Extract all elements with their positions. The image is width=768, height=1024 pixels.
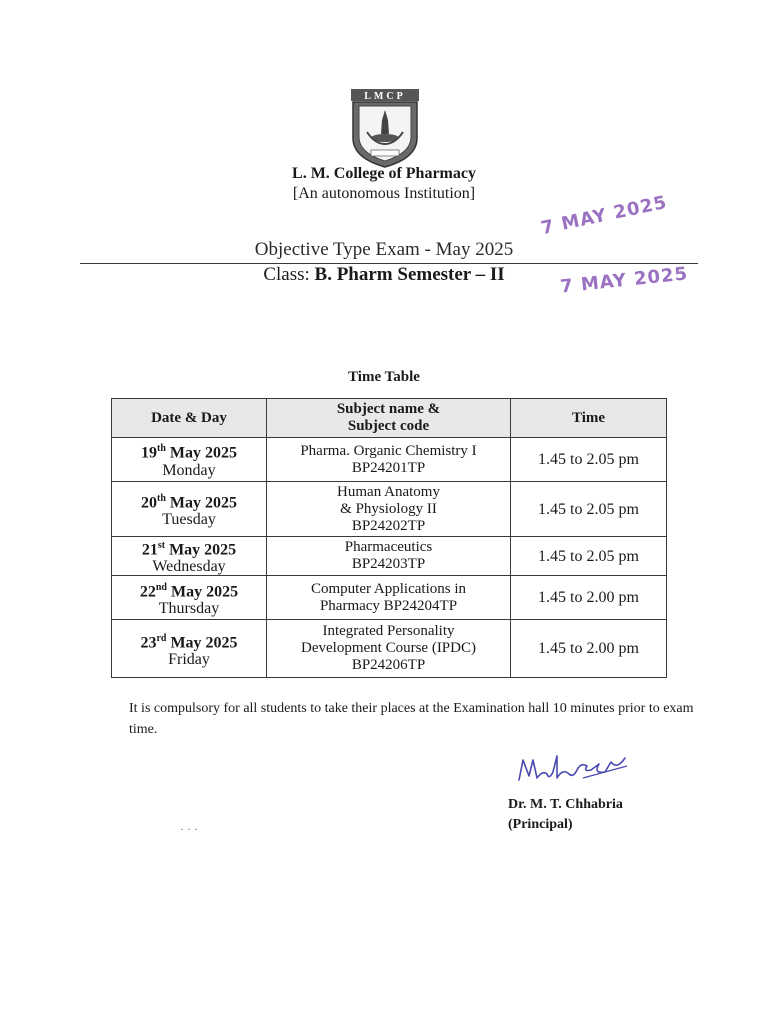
month-year: May 2025: [165, 444, 237, 462]
weekday: Tuesday: [162, 511, 216, 529]
table-header-row: [112, 399, 667, 438]
ordinal-suffix: th: [156, 443, 166, 455]
day-number: 19: [140, 444, 157, 462]
weekday: Thursday: [158, 599, 220, 617]
table-row: [112, 482, 667, 537]
subject-line: BP24202TP: [351, 517, 426, 534]
subject-line: Development Course (IPDC): [301, 640, 476, 657]
date-stamp: 7 MAY 2025: [559, 263, 690, 298]
subject-cell: [267, 482, 511, 537]
weekday: Friday: [168, 650, 210, 668]
ordinal-suffix: st: [157, 540, 166, 551]
signatory-title: (Principal): [508, 817, 573, 832]
header-subject-line: Subject name &: [336, 401, 441, 417]
subject-line: Pharma. Organic Chemistry I: [300, 442, 477, 459]
table-row: [112, 537, 667, 576]
college-logo: [349, 88, 421, 168]
subject-line: BP24201TP: [351, 459, 426, 476]
subject-cell: [267, 438, 511, 482]
day-number: 21: [141, 541, 158, 559]
date-cell: [112, 537, 267, 576]
day-number: 20: [140, 494, 157, 512]
ordinal-suffix: rd: [156, 632, 167, 644]
date-cell: [112, 438, 267, 482]
ordinal-suffix: nd: [155, 581, 167, 593]
date-text: [116, 630, 262, 651]
time-cell: 1.45 to 2.00 pm: [511, 576, 667, 620]
table-row: [112, 576, 667, 620]
instruction-note: It is compulsory for all students to take their places at the Examination hall 10 minutes prior to exam time.: [129, 701, 694, 737]
subject-line: BP24206TP: [351, 657, 426, 674]
date-stamp: 7 MAY 2025: [539, 191, 670, 240]
subject-line: & Physiology II: [340, 500, 437, 517]
college-name: L. M. College of Pharmacy: [292, 165, 476, 182]
subject-line: BP24203TP: [351, 556, 426, 573]
date-text: [116, 440, 262, 461]
subject-line: Pharmacy BP24204TP: [319, 597, 458, 614]
class-line: [0, 264, 768, 286]
ordinal-suffix: th: [156, 492, 166, 504]
scan-dots: · · ·: [180, 822, 198, 836]
date-text: [116, 490, 262, 511]
signatory-name: Dr. M. T. Chhabria: [508, 797, 623, 812]
date-text: [116, 579, 262, 600]
exam-title: Objective Type Exam - May 2025: [254, 239, 514, 260]
timetable: [111, 398, 667, 678]
svg-text:LMCP: LMCP: [364, 91, 406, 102]
subject-line: Human Anatomy: [337, 483, 440, 500]
subject-line: Integrated Personality: [322, 623, 455, 640]
time-cell: 1.45 to 2.00 pm: [511, 620, 667, 678]
signature-image: [513, 748, 633, 788]
institution-note: [An autonomous Institution]: [292, 185, 476, 202]
time-cell: 1.45 to 2.05 pm: [511, 482, 667, 537]
weekday: Wednesday: [152, 558, 226, 576]
day-number: 22: [139, 582, 156, 600]
date-cell: [112, 482, 267, 537]
date-text: [116, 537, 262, 558]
month-year: May 2025: [165, 494, 237, 512]
timetable-title: Time Table: [348, 369, 420, 385]
subject-line: Pharmaceutics: [344, 539, 433, 556]
header-time: Time: [511, 399, 667, 438]
header-subject-line: Subject code: [347, 418, 430, 434]
header-date-day: Date & Day: [112, 399, 267, 438]
day-number: 23: [140, 633, 157, 651]
subject-cell: [267, 620, 511, 678]
month-year: May 2025: [167, 582, 239, 600]
weekday: Monday: [162, 461, 216, 479]
date-cell: [112, 620, 267, 678]
time-cell: 1.45 to 2.05 pm: [511, 537, 667, 576]
time-cell: 1.45 to 2.05 pm: [511, 438, 667, 482]
table-row: [112, 438, 667, 482]
month-year: May 2025: [166, 633, 238, 651]
class-prefix: Class:: [263, 264, 315, 285]
subject-line: Computer Applications in: [311, 580, 466, 597]
subject-cell: [267, 537, 511, 576]
date-cell: [112, 576, 267, 620]
table-row: [112, 620, 667, 678]
month-year: May 2025: [165, 541, 237, 559]
header-subject: [267, 399, 511, 438]
subject-cell: [267, 576, 511, 620]
class-value: B. Pharm Semester – II: [314, 264, 505, 285]
